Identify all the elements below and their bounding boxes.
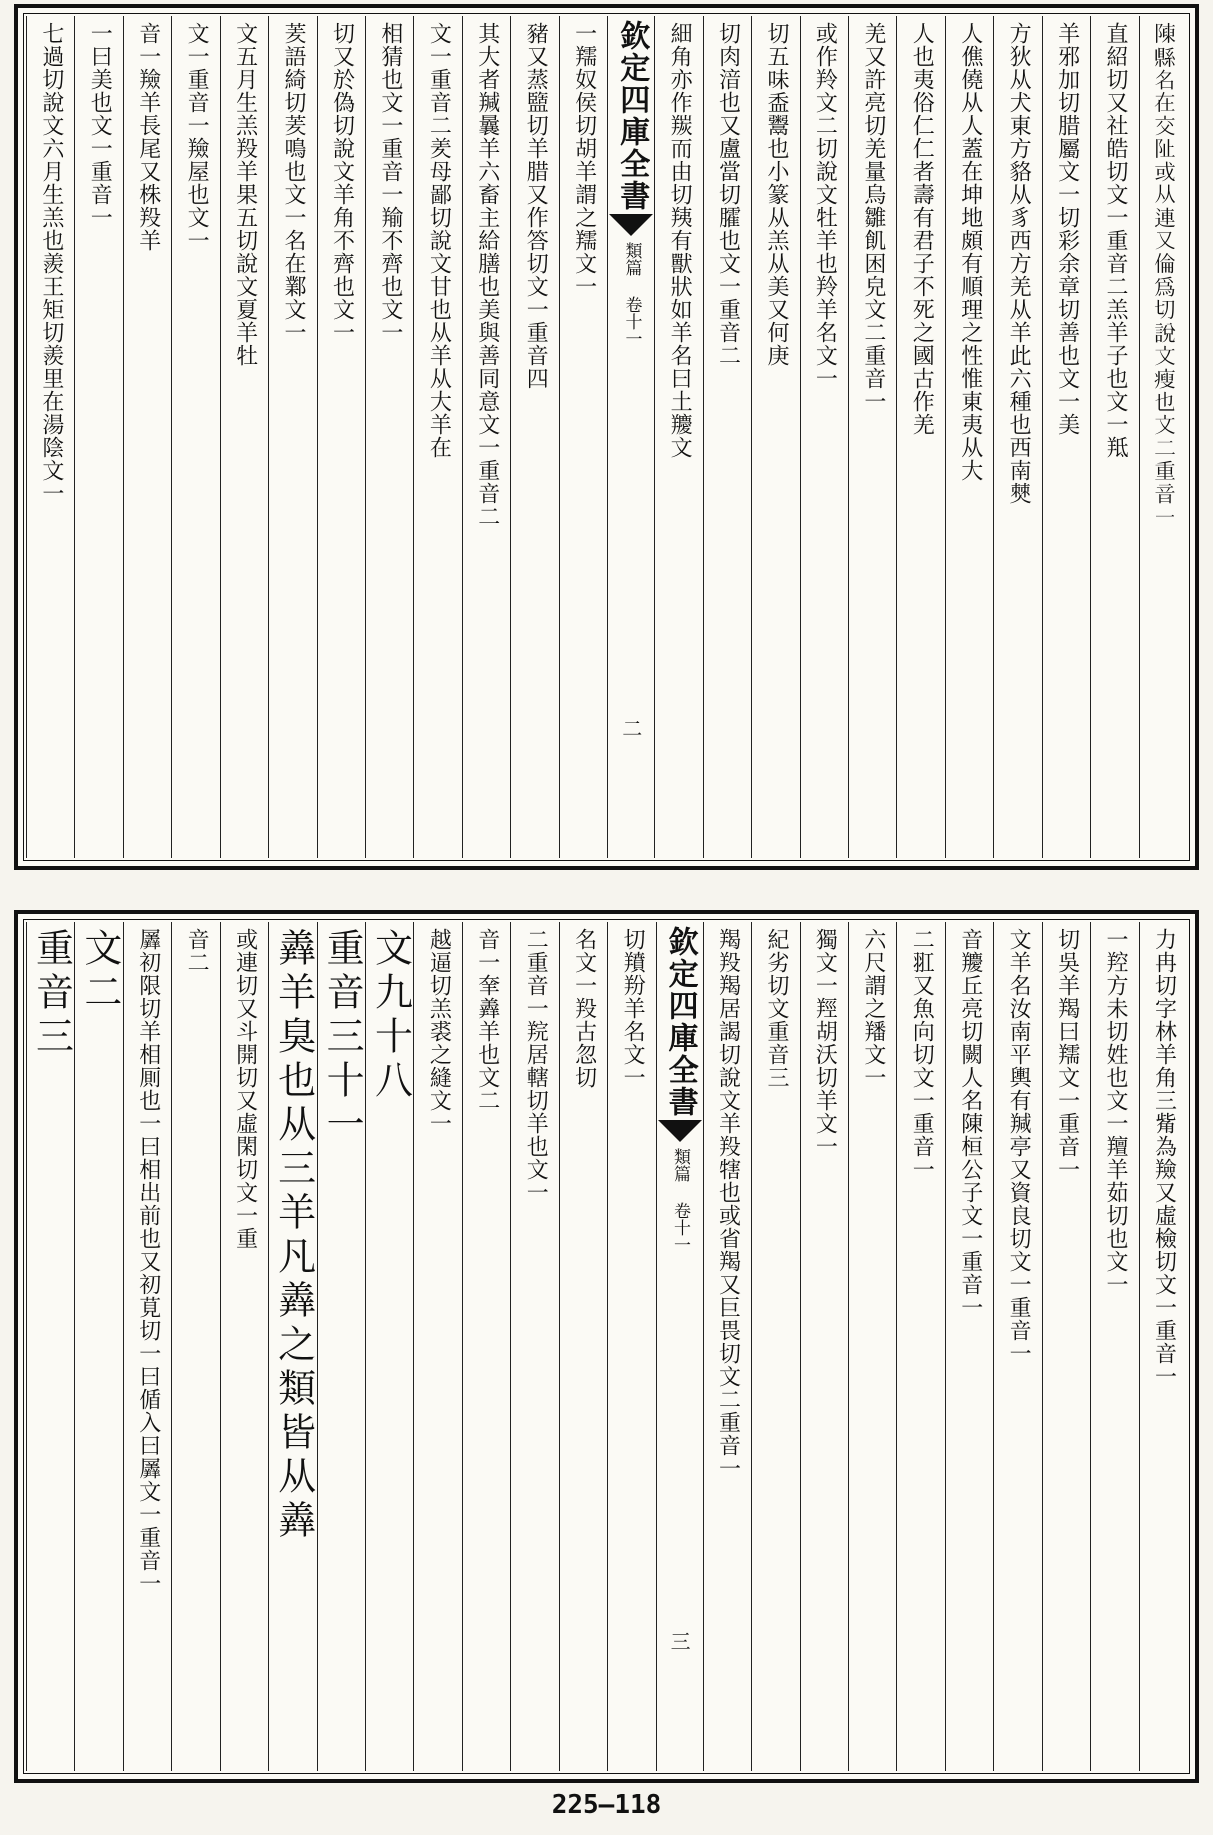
text-column: 文一重音二羑母鄙切說文甘也从羊从大羊在	[413, 16, 461, 858]
leaf-number: 二	[618, 718, 643, 738]
text-column: 或連切又斗開切又虛閑切文一重	[220, 922, 268, 1771]
text-column: 羌又許亮切羌量烏雛飢困皃文二重音一	[848, 16, 896, 858]
text-column: 人也夷俗仁仁者壽有君子不死之國古作羌	[896, 16, 944, 858]
fishtail-mark-icon	[609, 214, 653, 236]
text-column: 豬又蒸盬切羊腊又作答切文一重音四	[510, 16, 558, 858]
book-title: 欽定四庫全書	[662, 926, 698, 1118]
fishtail-mark-icon	[658, 1120, 702, 1142]
text-column: 文五月生羔羖羊果五切說文夏羊牡	[220, 16, 268, 858]
text-column: 羐語綺切羐鳴也文一名在鄴文一	[268, 16, 316, 858]
text-column: 羼初限切羊相厠也一曰相出前也又初莧切一曰偱入曰羼文一重音一	[123, 922, 171, 1771]
page-panel-top	[14, 4, 1199, 870]
center-fold-header	[607, 16, 654, 858]
text-column: 一羺奴侯切胡羊謂之羺文一	[559, 16, 607, 858]
page-panel-bottom	[14, 910, 1199, 1783]
text-column: 切吳羊羯曰羺文一重音一	[1042, 922, 1090, 1771]
text-column: 其大者羬曩羊六畜主給膳也美與善同意文一重音二	[462, 16, 510, 858]
center-fold-header	[656, 922, 703, 1771]
text-column: 六尺謂之羳文一	[848, 922, 896, 1771]
text-column: 音二	[171, 922, 219, 1771]
text-column: 音羻丘亮切闕人名陳桓公子文一重音一	[945, 922, 993, 1771]
text-column: 方狄从犬東方貉从豸西方羌从羊此六種也西南僰	[993, 16, 1041, 858]
text-column: 二羾又魚向切文一重音一	[896, 922, 944, 1771]
text-column: 切羵羒羊名文一	[607, 922, 655, 1771]
text-column: 文一重音一羷屋也文一	[171, 16, 219, 858]
section-label: 類篇 卷十一	[669, 1148, 690, 1253]
final-total-column: 文二	[74, 922, 122, 1771]
text-column: 文羊名汝南平輿有羬亭又資良切文一重音一	[993, 922, 1041, 1771]
book-title: 欽定四庫全書	[614, 20, 650, 212]
text-column: 紀劣切文重音三	[751, 922, 799, 1771]
text-column: 細角亦作羰而由切羠有獸狀如羊名曰土羻文	[654, 16, 702, 858]
text-column: 名文一羖古忽切	[559, 922, 607, 1771]
text-column: 切肉湆也又盧當切臛也文一重音二	[703, 16, 751, 858]
text-column: 一羫方未切姓也文一羶羊茹切也文一	[1090, 922, 1138, 1771]
text-column: 音一羍羴羊也文二	[462, 922, 510, 1771]
folio-number: 225—118	[551, 1790, 662, 1820]
text-column: 相猜也文一重音一羭不齊也文一	[365, 16, 413, 858]
section-label: 類篇 卷十一	[621, 242, 642, 347]
text-column: 𨻰縣名在交阯或从連又倫為切說文瘦也文二重音一	[1139, 16, 1187, 858]
text-column: 獨文一羥胡沃切羊文一	[800, 922, 848, 1771]
column-grid-top	[26, 16, 1187, 858]
total-reading-column: 重音三十一	[317, 922, 365, 1771]
text-column: 一曰美也文一重音一	[74, 16, 122, 858]
text-column: 七過切說文六月生羔也羨王矩切羨里在湯陰文一	[26, 16, 74, 858]
text-column: 人僬僥从人蓋在坤地頗有順理之性惟東夷从大	[945, 16, 993, 858]
column-grid-bottom	[26, 922, 1187, 1771]
text-column: 切又於偽切說文羊角不齊也文一	[317, 16, 365, 858]
text-column: 音一羷羊長尾又株羖羊	[123, 16, 171, 858]
text-column: 或作羚文二切說文牡羊也羚羊名文一	[800, 16, 848, 858]
text-column: 越逼切羔裘之縫文一	[413, 922, 461, 1771]
leaf-number: 三	[667, 1631, 692, 1651]
text-column: 二重音一羦居轄切羊也文一	[510, 922, 558, 1771]
total-column: 文九十八	[365, 922, 413, 1771]
radical-heading-column: 羴羊臭也从三羊凡羴之類皆从羴	[268, 922, 316, 1771]
text-column: 羯羖羯居謁切說文羊羖犗也或省羯又巨畏切文二重音一	[703, 922, 751, 1771]
text-column: 羊邪加切腊屬文一切彩余章切善也文一美	[1042, 16, 1090, 858]
text-column: 直紹切又社皓切文一重音二羔羊子也文一羝	[1090, 16, 1138, 858]
final-reading-column: 重音三	[26, 922, 74, 1771]
text-column: 力冉切字林羊角三觜為羷又虛檢切文一重音一	[1139, 922, 1187, 1771]
text-column: 切五味盉鬻也小篆从羔从美又何庚	[751, 16, 799, 858]
